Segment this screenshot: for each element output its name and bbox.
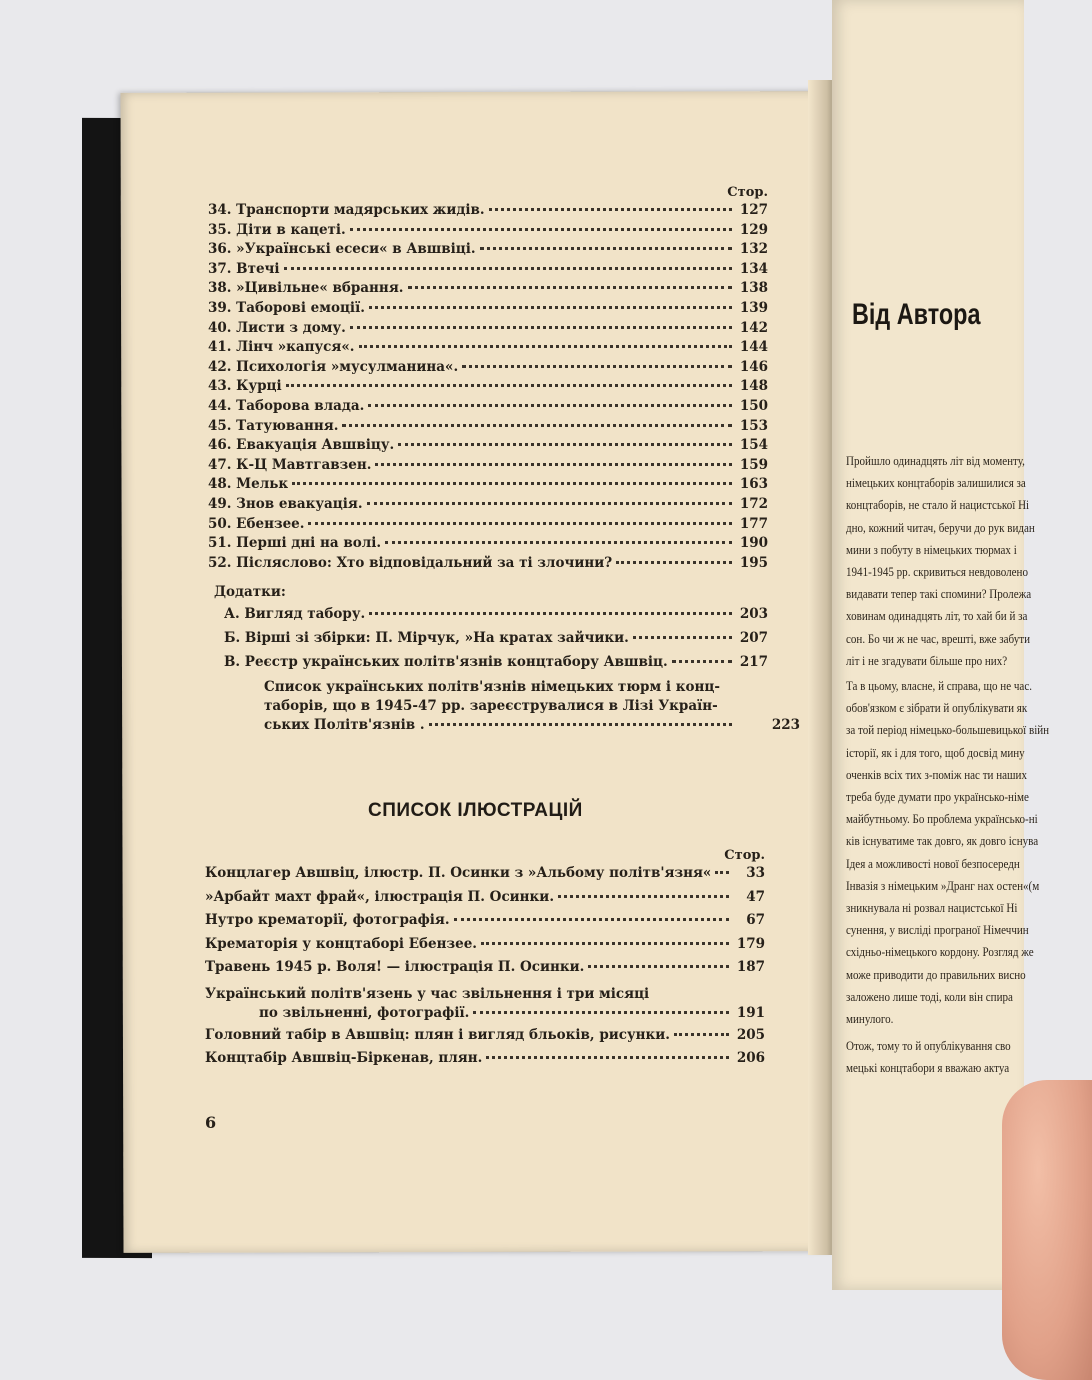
- text-line: ховинам одинадцять літ, то хай би й за: [846, 608, 1028, 624]
- appendix-entries: [224, 606, 768, 678]
- illustration-entry: [205, 889, 765, 913]
- appendix-entry-label: Б. Вірші зі збірки: П. Мірчук, »На кратах зайчики.: [224, 630, 629, 647]
- illustration-entry-page: 47: [746, 888, 765, 905]
- toc-entry-page: 146: [739, 358, 768, 375]
- toc-entry: [208, 261, 768, 281]
- text-line: концтаборів, не стало й нацистської Ні: [846, 497, 1030, 513]
- appendix-list: [208, 606, 800, 735]
- dot-leader: [489, 208, 732, 211]
- appendix-entry-label: А. Вигляд табору.: [224, 606, 366, 623]
- text-line: заложено лише тоді, коли він спира: [846, 988, 1013, 1004]
- toc-entry: [208, 398, 768, 418]
- toc-entry-page: 172: [739, 495, 768, 512]
- illustrations-page-header: Стор.: [724, 848, 765, 863]
- toc-entry: [208, 555, 768, 575]
- text-line: східньо-німецького кордону. Розгляд же: [846, 944, 1034, 960]
- toc-entry: [208, 378, 768, 398]
- toc-entry: [208, 222, 768, 242]
- dot-leader: [375, 463, 732, 466]
- toc-entry-label: 37. Втечі: [208, 260, 280, 277]
- text-line: минулого.: [846, 1011, 894, 1027]
- illustration-entry-label: Крематорія у концтаборі Ебензее.: [205, 935, 477, 952]
- dot-leader: [674, 1033, 729, 1036]
- dot-leader: [284, 267, 732, 270]
- toc-entry-label: 40. Листи з дому.: [208, 319, 346, 336]
- appendix-wrap-line: таборів, що в 1945-47 рр. зареєструвалися в Лізі Україн-: [264, 698, 718, 715]
- dot-leader: [481, 942, 729, 945]
- toc-entry: [208, 359, 768, 379]
- text-line: Отож, тому то й опублікування сво: [846, 1038, 1011, 1053]
- text-line: треба буде думати про українсько-німе: [846, 789, 1029, 805]
- toc-entry-page: 134: [739, 260, 768, 277]
- text-line: видавати тепер такі спомини? Пролежа: [846, 586, 1032, 602]
- dot-leader: [359, 345, 732, 348]
- dot-leader: [633, 636, 732, 639]
- toc-entry-label: 38. »Цивільне« вбрання.: [208, 280, 404, 297]
- dot-leader: [715, 871, 729, 874]
- toc-entry-page: 153: [739, 417, 768, 434]
- dot-leader: [672, 660, 732, 663]
- toc-entry-label: 35. Діти в кацеті.: [208, 221, 346, 238]
- appendix-wrap-line: ських Політв'язнів .: [264, 717, 425, 734]
- text-line: 1941-1945 рр. скривиться невдоволено: [846, 564, 1028, 580]
- dot-leader: [342, 424, 732, 427]
- toc-entry-page: 142: [739, 319, 768, 336]
- dot-leader: [292, 482, 732, 485]
- dot-leader: [588, 965, 729, 968]
- appendix-entry: [224, 606, 768, 630]
- text-line: оченків всіх тих з-поміж нас ти наших: [846, 766, 1027, 782]
- right-page-title: Від Автора: [852, 298, 981, 331]
- text-line: сон. Бо чи ж не час, врешті, вже забути: [846, 630, 1030, 646]
- toc-entry: [208, 241, 768, 261]
- dot-leader: [369, 612, 732, 615]
- text-line: зникнувала ні розвал нацистської Ні: [846, 900, 1018, 916]
- illustration-entry: [205, 1050, 765, 1074]
- toc-entry-label: 48. Мельк: [208, 476, 289, 493]
- toc-entry-page: 127: [739, 202, 768, 218]
- appendix-entry-page: 203: [739, 606, 768, 623]
- dot-leader: [486, 1056, 729, 1059]
- toc-entry-label: 49. Знов евакуація.: [208, 495, 363, 512]
- text-line: Та в цьому, власне, й справа, що не час.: [846, 678, 1033, 693]
- finger: [1002, 1080, 1092, 1380]
- text-line: майбутньому. Бо проблема українсько-ні: [846, 811, 1038, 827]
- toc-entry: [208, 300, 768, 320]
- appendix-entry: [224, 654, 768, 678]
- toc-entry-label: 46. Евакуація Авшвіцу.: [208, 437, 395, 454]
- toc-entry: [208, 535, 768, 555]
- toc-entry: [208, 339, 768, 359]
- illustrations-list: [205, 848, 765, 1074]
- illustration-entry-label: »Арбайт махт фрай«, ілюстрація П. Осинки.: [205, 888, 555, 905]
- dot-leader: [408, 286, 733, 289]
- toc-entry: [208, 496, 768, 516]
- toc-entry-label: 34. Транспорти мадярських жидів.: [208, 202, 485, 218]
- table-of-contents: [208, 185, 800, 735]
- illustrations-heading: СПИСОК ІЛЮСТРАЦІЙ: [368, 800, 583, 821]
- dot-leader: [286, 384, 732, 387]
- toc-entry: [208, 457, 768, 477]
- toc-entry-page: 159: [739, 456, 768, 473]
- appendix-entry-label: В. Реєстр українських політв'язнів концтабору Авшвіц.: [224, 654, 668, 671]
- toc-entry-page: 139: [739, 299, 768, 316]
- toc-entry: [208, 437, 768, 457]
- text-line: німецьких концтаборів залишилися за: [846, 475, 1026, 491]
- illustration-entry-page: 205: [736, 1026, 765, 1043]
- dot-leader: [369, 306, 732, 309]
- dot-leader: [368, 404, 732, 407]
- dot-leader: [558, 895, 729, 898]
- toc-entry-label: 42. Психологія »мусулманина«.: [208, 358, 459, 375]
- illustration-entry: [205, 865, 765, 889]
- toc-entry-page: 129: [739, 221, 768, 238]
- page-number: 6: [205, 1113, 217, 1132]
- text-line: дно, кожний читач, беручи до рук видан: [846, 519, 1035, 535]
- dot-leader: [385, 541, 732, 544]
- toc-entry-label: 41. Лінч »капуся«.: [208, 339, 355, 356]
- toc-entry-page: 195: [739, 554, 768, 571]
- right-paragraph-2: [846, 675, 1050, 1030]
- toc-entry-label: 36. »Українські есеси« в Авшвіці.: [208, 241, 476, 258]
- toc-entry: [208, 476, 768, 496]
- toc-entry-label: 45. Татуювання.: [208, 417, 339, 434]
- appendix-entry-page: 217: [739, 654, 768, 671]
- toc-entry-label: 52. Післяслово: Хто відповідальний за ті злочини?: [208, 554, 613, 571]
- dot-leader: [367, 502, 732, 505]
- toc-entry-page: 148: [739, 378, 768, 395]
- text-line: Інвазія з німецьким »Дранг нах остен«(м: [846, 877, 1040, 893]
- illustration-entry-page: 206: [736, 1050, 765, 1066]
- page-column-header: Стор.: [727, 185, 768, 200]
- illustration-entry-label: Травень 1945 р. Воля! — ілюстрація П. Осинки.: [205, 959, 585, 975]
- toc-entry-page: 163: [739, 476, 768, 493]
- toc-entry: [208, 516, 768, 536]
- toc-entry-label: 43. Курці: [208, 378, 282, 395]
- illustration-entry: [205, 936, 765, 960]
- illustration-entry: [205, 1027, 765, 1051]
- toc-entry-label: 39. Таборові емоції.: [208, 299, 365, 316]
- toc-entry: [208, 280, 768, 300]
- illustration-wrap-line: по звільненні, фотографії.: [259, 1004, 470, 1021]
- appendix-entry: [224, 630, 768, 654]
- text-line: мини з побуту в німецьких тюрмах і: [846, 541, 1017, 557]
- toc-entry: [208, 202, 768, 222]
- illustration-wrap-line: Український політв'язень у час звільнення і три місяці: [205, 985, 650, 1002]
- illustration-entries: [205, 865, 765, 983]
- illustration-wrap-page: 191: [736, 1004, 765, 1021]
- text-line: обов'язком є зібрати й опублікувати як: [846, 700, 1028, 716]
- dot-leader: [350, 228, 732, 231]
- text-line: історії, як і для того, щоб досвід мину: [846, 744, 1025, 760]
- text-line: за той період німецько-большевицької війн: [846, 722, 1050, 738]
- text-line: мецькі концтабори я вважаю актуа: [846, 1060, 1010, 1076]
- dot-leader: [462, 365, 732, 368]
- toc-entry-page: 190: [739, 535, 768, 552]
- right-paragraph-3: [846, 1035, 1016, 1079]
- toc-entry-page: 150: [739, 397, 768, 414]
- appendix-wrap-line: Список українських політв'язнів німецьких тюрм і конц-: [264, 679, 720, 696]
- toc-entry-label: 50. Ебензее.: [208, 515, 305, 532]
- text-line: може приводити до правильних висно: [846, 966, 1026, 982]
- toc-entry-label: 44. Таборова влада.: [208, 397, 365, 414]
- dot-leader: [454, 918, 729, 921]
- toc-entry-page: 154: [739, 437, 768, 454]
- text-line: сунення, у висліді програної Німеччин: [846, 922, 1029, 938]
- dot-leader: [480, 247, 732, 250]
- appendix-wrap-page: 223: [771, 717, 800, 734]
- toc-entry-label: 51. Перші дні на волі.: [208, 535, 382, 552]
- appendix-title: Додатки:: [214, 584, 286, 601]
- toc-entry: [208, 320, 768, 340]
- illustration-entry-label: Концтабір Авшвіц-Біркенав, плян.: [205, 1050, 483, 1066]
- illustration-entry-label: Нутро крематорії, фотографія.: [205, 912, 450, 928]
- illustration-entry: [205, 912, 765, 936]
- illustration-entry-label: Головний табір в Авшвіц: плян і вигляд бльоків, рисунки.: [205, 1026, 670, 1043]
- appendix-entry-page: 207: [739, 630, 768, 647]
- right-paragraph-1: [846, 450, 1035, 672]
- illustration-entries-tail: [205, 1027, 765, 1074]
- toc-entry-page: 144: [739, 339, 768, 356]
- dot-leader: [616, 561, 732, 564]
- illustration-entry-page: 67: [746, 912, 765, 928]
- text-line: ків існуватиме так довго, як довго існува: [846, 833, 1039, 849]
- appendix-wrapped-entry: [224, 678, 800, 735]
- illustration-entry-page: 33: [746, 865, 765, 881]
- illustration-wrapped-entry: [205, 985, 765, 1023]
- toc-entry-page: 177: [739, 515, 768, 532]
- toc-entries: [208, 202, 768, 574]
- dot-leader: [398, 443, 732, 446]
- illustration-entry-page: 187: [736, 959, 765, 975]
- text-line: літ і не згадувати більше про них?: [846, 652, 1008, 668]
- illustration-entry-page: 179: [736, 935, 765, 952]
- toc-entry-label: 47. К-Ц Мавтгавзен.: [208, 456, 372, 473]
- dot-leader: [308, 522, 732, 525]
- toc-entry-page: 138: [739, 280, 768, 297]
- toc-entry-page: 132: [739, 241, 768, 258]
- dot-leader: [350, 326, 732, 329]
- toc-entry: [208, 418, 768, 438]
- text-line: Пройшло одинадцять літ від моменту,: [846, 453, 1025, 468]
- illustration-entry: [205, 959, 765, 983]
- illustration-entry-label: Концлагер Авшвіц, ілюстр. П. Осинки з »Альбому політв'язня«: [205, 865, 712, 881]
- text-line: Ідея а можливості нової безпосередн: [846, 855, 1020, 871]
